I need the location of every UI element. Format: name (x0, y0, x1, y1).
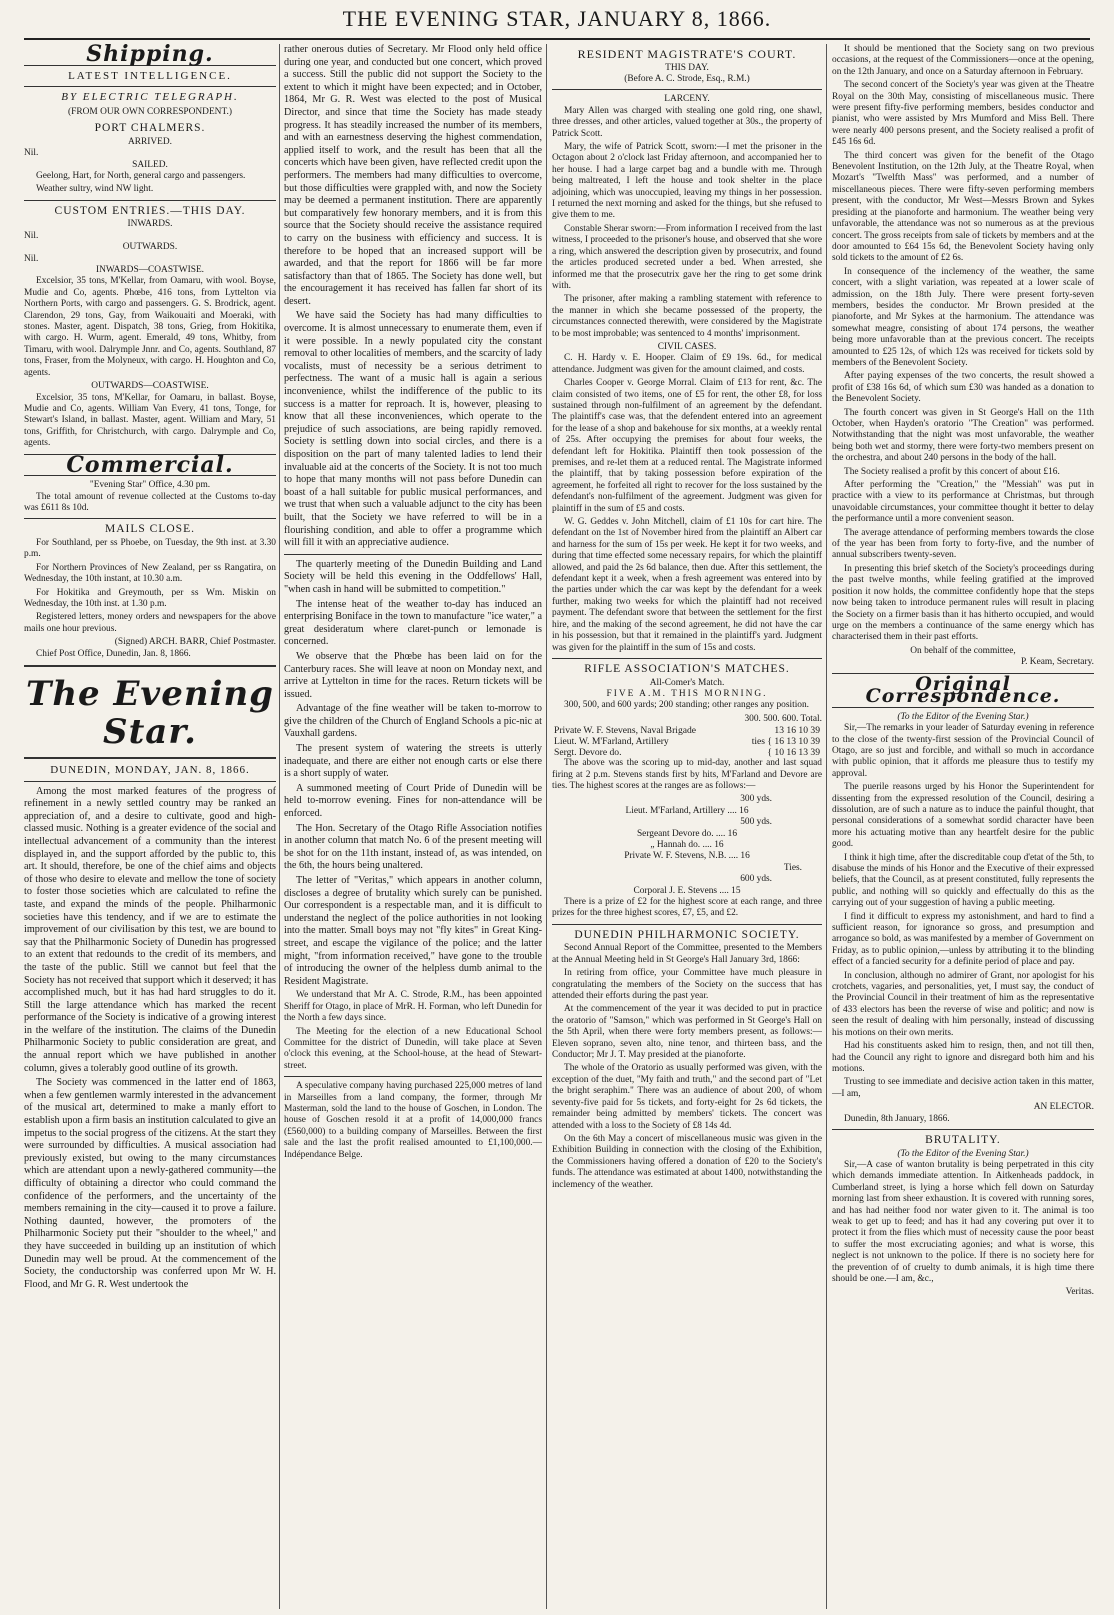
high-score: Lieut. M'Farland, Artillery .... 16 (625, 805, 749, 816)
letter-paragraph: Sir,—The remarks in your leader of Saturday evening in reference to the close of the twenty-first session of the Provincial Council of Otago, are so just and forcible, and withall so much in accordance with public opinion, that it affords me pleasure thus to testify my approval. (832, 723, 1094, 779)
score-row: Lieut. W. M'Farland, Artillery ties { 16 13 10 39 (554, 736, 820, 748)
report-paragraph: The second concert of the Society's year was given at the Theatre Royal on the 30th May, consisting of miscellaneous music. There were present fifty-five performing members, besides conductor and pianist, who were assisted by Mrs Mumford and Miss Bell. There were nearly 400 persons present, and the Society realised a profit of £45 16s 6d. (832, 80, 1094, 148)
port-chalmers: PORT CHALMERS. (94, 122, 206, 135)
ties-label: Ties. (783, 862, 802, 873)
outwards-coastwise-label: OUTWARDS—COASTWISE. (91, 381, 209, 392)
arrived-label: ARRIVED. (127, 136, 172, 147)
mail-item: Registered letters, money orders and newspapers for the above mails one hour previous. (24, 612, 276, 634)
column-4 (832, 44, 1094, 1609)
arrived-nil: Nil. (24, 148, 39, 159)
report-paragraph: On the 6th May a concert of miscellaneous music was given in the Exhibition Building in connection with the closing of the Exhibition, the Commissioners having offered a donation of £20 to the Society's funds. The attendance was estimated at about 1400, notwithstanding the inclemency of the weather. (552, 1133, 822, 1190)
dateline: DUNEDIN, MONDAY, JAN. 8, 1866. (50, 764, 250, 776)
philharmonic-heading: DUNEDIN PHILHARMONIC SOCIETY. (574, 928, 800, 941)
report-paragraph: At the commencement of the year it was decided to put in practice the oratorio of "Samson," which was performed in St George's Hall on the 5th April, when there were forty members present, as follows:—Eleven soprano, seven alto, nine tenor, and thirteen bass, and the Conductor; Mr J. T. May presided at the pianoforte. (552, 1004, 822, 1061)
report-paragraph: After performing the "Creation," the "Messiah" was put in practice with a view to its performance at Christmas, but through unavoidable circumstances, your committee thought it better to delay the performance until a more convenient season. (832, 480, 1094, 525)
news-item: We observe that the Phœbe has been laid on for the Canterbury races. She will leave at noon on Monday next, and arrive at Lyttelton in time for the races. Return tickets will be issued. (284, 650, 542, 700)
court-paragraph: Mary, the wife of Patrick Scott, sworn:—I met the prisoner in the Octagon about 2 o'clock last Friday afternoon, and accompanied her to her house. I had a large carpet bag and a bundle with me. Through being maltreated, I left the house and took shelter in the place adjoining, which was unoccupied, leaving my things in her possession. I returned the next morning and asked for the things, but she refused to give them to me. (552, 142, 822, 221)
report-paragraph: The average attendance of performing members towards the close of the year has been from forty to forty-five, and the number of annual subscribers twenty-seven. (832, 527, 1094, 561)
letter-paragraph: I think it high time, after the discreditable coup d'etat of the 5th, to disabuse the minds of his Honor and the Executive of their expressed beliefs, that the Council, as at present constituted, fully represents the public, and nothing will so quickly and effectually do this as the carrying out of your suggestion of having a public meeting. (832, 852, 1094, 909)
outwards-nil: Nil. (24, 253, 39, 264)
inwards-label: INWARDS. (127, 219, 173, 230)
by-telegraph: BY ELECTRIC TELEGRAPH. (61, 91, 239, 104)
five-am-label: FIVE A.M. THIS MORNING. (606, 688, 768, 699)
range-label: 600 yds. (740, 874, 772, 885)
masthead: THE EVENING STAR, JANUARY 8, 1866. (342, 6, 772, 31)
rifle-heading: RIFLE ASSOCIATION'S MATCHES. (584, 662, 790, 675)
sailed-label: SAILED. (132, 159, 168, 170)
high-score: „ Hannah do. .... 16 (650, 839, 724, 850)
column-divider (546, 44, 547, 1609)
mails-close: MAILS CLOSE. (105, 523, 195, 536)
court-paragraph: Charles Cooper v. George Morral. Claim of £13 for rent, &c. The claim consisted of two items, one of £5 for rent, the other £8, for loss sustained through non-fulfilment of an agreement by the defendant. The plaintiff's case was, that the defendent entered into an agreement for the lease of a shop and bakehouse for six months, at a weekly rental of 25s. After occupying the premises for about four weeks, the defendant left for Hokitika. Plaintiff then took possession of the premises, and re-let them at a reduced rental. The Magistrate informed the plaintiff, that by taking possession before expiration of the agreement, he forfeited all right to recover for the loss sustained by the defendant's non-fulfilment of the agreement. Judgment was given for plaintiff in the sum of £5 and costs. (552, 378, 822, 514)
post-office-line: Chief Post Office, Dunedin, Jan. 8, 1866. (36, 648, 191, 659)
letter-paragraph: The puerile reasons urged by his Honor the Superintendent for dissenting from the expressed resolution of the Council, desiring a dissolution, are of such a nature as to induce the painful thought, that personal considerations of a somewhat sordid character have been more his actuating motive than any heartfelt desire for the public good. (832, 782, 1094, 850)
mail-item: For Northern Provinces of New Zealand, per ss Rangatira, on Wednesday, the 10th instant, at 10.30 a.m. (24, 562, 276, 585)
column-3 (552, 44, 822, 1609)
letter-signature: Veritas. (1065, 1287, 1094, 1298)
column-divider (279, 44, 280, 1609)
commercial-heading: Commercial. (66, 451, 234, 478)
leader-paragraph: The Society was commenced in the latter end of 1863, when a few gentlemen warmly interested in the advancement of the musical art, determined to make a manly effort to establish upon a firm basis an institution calculated to give an impetus to the social progress of the citizens. At the start they were surrounded by difficulties. A musical association had previously existed, but owing to the many circumstances which are attendant upon a newly-gathered community—the difficulty of obtaining a director who could command the confidence of the performers, and the uncertainty of the members remaining in the city—caused it to prove a failure. Nothing daunted, however, the promoters of the Philharmonic Society put their "shoulder to the wheel," and they have succeeded in building up an institution of which Dunedin may well be proud. At the commencement of the Society, the conductorship was conferred upon Mr W. H. Flood, and Mr G. R. West undertook the (24, 1077, 276, 1290)
news-item: The letter of "Veritas," which appears in another column, discloses a degree of brutality which surely can be punished. Our correspondent is a respectable man, and it is difficult to understand the neglect of the police authorities in not looking into the matter. Small boys may not "fly kites" in Great King-street, and escape the vigilance of the police; and the latter might, "from information received," have gone to the trouble of introducing the owner of the helpless dumb animal to the Resident Magistrate. (284, 875, 542, 987)
rifle-paragraph: There is a prize of £2 for the highest score at each range, and three prizes for the three highest scores, £7, £5, and £2. (552, 897, 822, 919)
report-paragraph: The third concert was given for the benefit of the Otago Benevolent Institution, on the 12th July, at the Theatre Royal, when Mozart's "Twelfth Mass" was performed, and a number of miscellaneous pieces. There were fifty-seven performing members present, with the conductor, Mr West—Messrs Brown and Sykes presiding at the pianoforte and harmonium. The weather being very unfavorable, the attendance was not so numerous as at the previous concert. The gross receipts from sale of tickets by members and at the door amounted to £64 15s 6d, the Benevolent Society having only sold tickets to the amount of £2 6s. (832, 150, 1094, 264)
report-paragraph: In presenting this brief sketch of the Society's proceedings during the past twelve months, while feeling gratified at the improved position it now holds, the committee confidently hope that the steps now being taken to introduce permanent rules will result in placing the Society on a firmer basis than it has hitherto occupied, and would urge on the members a continuance of the same energy which has characterised them in their past efforts. (832, 563, 1094, 643)
secretary-signature: P. Keam, Secretary. (1020, 657, 1094, 668)
report-paragraph: The Society realised a profit by this concert of about £16. (844, 466, 1060, 477)
leader-paragraph: We have said the Society has had many difficulties to overcome. It is almost unnecessary to enumerate them, even if it were possible. In a newly populated city the constant removal to other localities of members, and the scarcity of lady vocalists, must of necessity be a serious detriment to perfectness. The want of a music hall is again a serious inconvenience, whilst the indifference of the public to its success is a matter for reproach. It is, however, pleasing to know that all these inconveniences, which operate to the prejudice of such associations, are being rapidly removed. Society is settling down into social circles, and there is a disposition on the part of many talented ladies to lend their invaluable aid at the concerts of the Society. It is not too much to hope that many months will not pass before Dunedin can boast of a hall suitable for public musical performances, and we trust that when such a valuable adjunct to the city has been built, that the Society we have referred to will be in a flourishing condition, and able to offer a programme which will fill it with an appreciative audience. (284, 310, 542, 549)
to-editor: (To the Editor of the Evening Star.) (897, 1148, 1029, 1159)
range-label: 300 yds. (740, 794, 772, 805)
news-item: The present system of watering the streets is utterly inadequate, and there are either not enough carts or else there is a short supply of water. (284, 743, 542, 780)
inwards-nil: Nil. (24, 230, 39, 241)
court-paragraph: Mary Allen was charged with stealing one gold ring, one shawl, three dresses, and other articles, valued together at 30s., the property of Patrick Scott. (552, 105, 822, 139)
news-item: The Hon. Secretary of the Otago Rifle Association notifies in another column that match No. 6 of the present meeting will be shot for on the 11th instant, instead of, as was intended, on the 6th, the hours being unaltered. (284, 822, 542, 872)
mail-item: For Hokitika and Greymouth, per ss Wm. Miskin on Wednesday, the 10th inst. at 1.30 p.m. (24, 587, 276, 609)
outwards-coastwise-text: Excelsior, 35 tons, M'Kellar, for Oamaru, in ballast. Boyse, Mudie and Co, agents. William Van Every, 41 tons, Tonge, for Stewart's Island, in ballast. Master, agent. William and Mary, 51 tons, Griffith, for Christchurch, with cargo. Dalrymple and Co, agents. (24, 392, 276, 449)
score-table (552, 725, 822, 758)
letter-paragraph: Trusting to see immediate and decisive action taken in this matter,—I am, (832, 1077, 1094, 1099)
score-row: Sergt. Devore do. { 10 16 13 39 (554, 747, 820, 759)
correspondence-heading: Original Correspondence. (865, 672, 1061, 708)
news-item: The quarterly meeting of the Dunedin Building and Land Society will be held this evening in the Oddfellows' Hall, "when cash in hand will be submitted to competition." (284, 558, 542, 595)
inwards-coastwise-text: Excelsior, 35 tons, M'Kellar, from Oamaru, with wool. Boyse, Mudie and Co, agents. Phœbe, 416 tons, from Lyttelton via Northern Ports, with cargo and passengers. G. S. Brodrick, agent. Clarendon, 29 tons, Gay, from Waikouaiti and Moeraki, with stones. Master, agent. Dispatch, 38 tons, Grieg, from Hokitika, with cargo. H. Wurm, agent. Emerald, 49 tons, Whitby, from Timaru, with wool. Dalrymple Jnnr. and Co, agents. Southland, 87 tons, Fraser, from the Molyneux, with cargo. H. Houghton and Co, agents. (24, 276, 276, 378)
signed-line: (Signed) ARCH. BARR, Chief Postmaster. (114, 637, 276, 648)
report-paragraph: In consequence of the inclemency of the weather, the same concert, with a slight variation, was repeated at a lower scale of admission, on the 18th July. There were present forty-seven members, besides the conductor. Mr Brown presided at the pianoforte, and Mr Sykes at the harmonium. The attendance was somewhat meagre, consisting of about 174 persons, the weather being more unfavorable than at the previous concert. The receipts amounted to £25 12s, of which 12s was received for tickets sold by members of the Benevolent Society. (832, 266, 1094, 368)
ranges-text: 300, 500, and 600 yards; 200 standing; other ranges any position. (564, 700, 810, 711)
rifle-paragraph: The above was the scoring up to mid-day, another and last squad firing at 2 p.m. Stevens stands first by hits, M'Farland and Devore are ties. The highest scores at the ranges are as follows:— (552, 758, 822, 791)
news-item: Advantage of the fine weather will be taken to-morrow to give the children of the Church of England Schools a pic-nic at Vauxhall gardens. (284, 703, 542, 740)
high-score: Private W. F. Stevens, N.B. .... 16 (624, 851, 750, 862)
score-row: Private W. F. Stevens, Naval Brigade 13 16 10 39 (554, 725, 820, 737)
all-comers-label: All-Comer's Match. (649, 677, 725, 688)
court-before: (Before A. C. Strode, Esq., R.M.) (624, 74, 750, 84)
letter-signature: AN ELECTOR. (1033, 1102, 1094, 1113)
shipping-heading: Shipping. (86, 44, 214, 67)
court-paragraph: W. G. Geddes v. John Mitchell, claim of £1 10s for cart hire. The defendant on the 1st of November hired from the plaintiff an Albert car and harness for the sum of 15s per week. He kept it for two weeks, and during that time effected some necessary repairs, for which the plaintiff allowed, and paid the 2s 6d balance, then due. After this settlement, the defendant kept it a week, when a fresh agreement was entered into by the parties under which the car was kept by the defendant for a week further, making two weeks for which the plaintiff had not received payment. The defendant swore that between the settlement for the first hire, and the making of the second agreement, he did not have the car in his possession, but that it remained in the plaintiff's yard. Judgment was given for the plaintiff in the sum of 15s and costs. (552, 517, 822, 653)
leader-paragraph: Among the most marked features of the progress of refinement in a newly settled country may be ranked an appreciation of, and a desire to cultivate, good and high-classed music. Nothing is a greater evidence of the social and intellectual advancement of a community than the interest displayed in, and the support afforded by the public to, this art. It should, therefore, be one of the chief aims and objects of those who desire to elevate and mellow the tone of society to foster those societies which are calculated to refine the taste, and expand the minds of the people. Philharmonic societies have this tendency, and if we are to estimate the improvement of our civilisation by this test, we are bound to say that the Philharmonic Society of Dunedin has progressed to an extent that redounds to the credit of its members, and the taste of the public. Still we cannot but feel that the Society has not received that support which it deserved; it has accomplished much, but it has had hard struggles to do it. Still the large attendance which has marked the recent performance of the Society is indicative of a growing interest in the welfare of the institution. The claims of the Dunedin Philharmonic Society to public consideration are great, and the annual report which we have published in another column, gives a tolerably good outline of its growth. (24, 785, 276, 1074)
news-item: A summoned meeting of Court Pride of Dunedin will be held to-morrow evening. Fines for non-attendance will be enforced. (284, 782, 542, 820)
high-score: Sergeant Devore do. .... 16 (636, 828, 738, 839)
brutality-heading: BRUTALITY. (925, 1133, 1001, 1146)
latest-intelligence: LATEST INTELLIGENCE. (68, 69, 232, 82)
column-2 (284, 44, 542, 1609)
sailed-text: Geelong, Hart, for North, general cargo and passengers. (36, 171, 246, 181)
outwards-label: OUTWARDS. (122, 242, 178, 253)
civil-cases-label: CIVIL CASES. (657, 341, 717, 352)
score-header: 300. 500. 600. Total. (744, 713, 822, 724)
column-1 (24, 44, 276, 1609)
report-paragraph: In retiring from office, your Committee have much pleasure in congratulating the members of the Society on the success that has attended their efforts during the past year. (552, 968, 822, 1002)
larceny-label: LARCENY. (664, 94, 710, 105)
report-paragraph: The whole of the Oratorio as usually performed was given, with the exception of the duet, "My faith and truth," and the second part of "Let the bright seraphim." There was an audience of about 200, of whom seventy-five paid for 5s tickets, and forty-eight for 2s 6d tickets, the remainder being admitted by members' tickets. The concert was attended with a loss to the Society of £8 14s 4d. (552, 1063, 822, 1131)
masthead-rule (24, 38, 1090, 40)
behalf-line: On behalf of the committee, (910, 645, 1016, 656)
court-paragraph: The prisoner, after making a rambling statement with reference to the manner in which she became possessed of the property, the circumstances connected therewith, were considered by the Magistrate to be most improbable; was sentenced to 4 months' imprisonment. (552, 294, 822, 339)
philharmonic-subtitle: Second Annual Report of the Committee, presented to the Members at the Annual Meeting held in St George's Hall January 3rd, 1866: (552, 943, 822, 965)
report-paragraph: After paying expenses of the two concerts, the result showed a profit of £38 16s 6d, of which sum £30 was handed as a donation to the Benevolent Society. (832, 371, 1094, 405)
news-item: We understand that Mr A. C. Strode, R.M., has been appointed Sheriff for Otago, in place of MrR. H. Forman, who left Dunedin for the North a few days since. (284, 990, 542, 1024)
letter-paragraph: Sir,—A case of wanton brutality is being perpetrated in this city which demands immediate attention. In Aitkenheads paddock, in Cumberland street, is lying a horse which fell down on Saturday morning last from sheer exhaustion. It is covered with running sores, and has had neither food nor water given to it. The animal is too weak to get up to feed; and has it had any covering put over it to protect it from the flies which must of necessity cause the poor beast to suffer the most excruciating agonies; and what is worse, this neglect is not unknown to the police. If there is no society here for the prevention of of cruelty to dumb animals, it is high time there should be one.—I am, &c., (832, 1159, 1094, 1284)
court-this-day: THIS DAY. (665, 62, 709, 73)
court-paragraph: Constable Sherar sworn:—From information I received from the last witness, I proceeded to the prisoner's house, and observed that she wore a ring, which answered the description given by prosecutrix, and found the articles produced secreted under a bed. When arrested, she informed me that the prosecutrix gave her the ring to get some drink with. (552, 223, 822, 291)
letter-paragraph: In conclusion, although no admirer of Grant, nor apologist for his crotchets, vagaries, and personalities, yet, I must say, the conduct of the Provincial Council in their treatment of him as the representative of 433 electors has been the reverse of wise and politic; and now is seen the result of dealing with him personally, instead of discussing his motions on their own merits. (832, 970, 1094, 1038)
high-score: Corporal J. E. Stevens .... 15 (633, 885, 741, 896)
court-heading: RESIDENT MAGISTRATE'S COURT. (577, 47, 797, 61)
office-line: "Evening Star" Office, 4.30 pm. (89, 480, 211, 491)
mail-item: For Southland, per ss Phoebe, on Tuesday, the 9th inst. at 3.30 p.m. (24, 537, 276, 560)
revenue-text: The total amount of revenue collected at the Customs to-day was £611 8s 10d. (24, 491, 276, 513)
letter-date: Dunedin, 8th January, 1866. (844, 1113, 950, 1124)
news-item: A speculative company having purchased 225,000 metres of land in Marseilles from a land company, the former, through Mr Masterman, sold the land to the house of Goschen, in London. The house of Goschen resold it at a profit of 14,000,000 francs (£560,000) to a building company of Marseilles. Between the first sale and the last the profit realised amounted to £1,100,000.—Indépendance Belge. (284, 1081, 542, 1160)
court-paragraph: C. H. Hardy v. E. Hooper. Claim of £9 19s. 6d., for medical attendance. Judgment was given for the amount claimed, and costs. (552, 353, 822, 375)
news-item: The intense heat of the weather to-day has induced an enterprising Boniface in the town to manufacture "ice water," a great desideratum where claret-punch or lemonade is concerned. (284, 598, 542, 648)
weather-text: Weather sultry, wind NW light. (36, 184, 154, 195)
newspaper-title: The Evening Star. (26, 674, 274, 752)
letter-paragraph: I find it difficult to express my astonishment, and hard to find a sufficient reason, for ignorance so gross, and presumption and arrogance so bold, as was manifested by a member of Government on Friday, as to public opinion,—unless by attributing it to the blinding effect of a fancied security for a definite period of place and pay. (832, 911, 1094, 968)
custom-entries: CUSTOM ENTRIES.—THIS DAY. (54, 204, 246, 217)
report-paragraph: The fourth concert was given in St George's Hall on the 11th October, when Hayden's oratorio "The Creation" was performed. Notwithstanding that the night was most unfavorable, the weather being both wet and stormy, there were forty-two members present on the orchestra, and about 240 persons in the body of the hall. (832, 407, 1094, 464)
letter-paragraph: Had his constituents asked him to resign, then, and not till then, had the Council any right to ignore and disregard both him and his motions. (832, 1041, 1094, 1074)
range-label: 500 yds. (740, 817, 772, 828)
column-divider (826, 44, 827, 1609)
to-editor: (To the Editor of the Evening Star.) (897, 711, 1029, 722)
report-paragraph: It should be mentioned that the Society sang on two previous occasions, at the request of the Commissioners—once at the opening, on the 12th January, and once on a Saturday afternoon in February. (832, 44, 1094, 77)
leader-paragraph: rather onerous duties of Secretary. Mr Flood only held office during one year, and conducted but one concert, which proved a success. Still the public did not support the Society to the extent to which it might have been expected; and in October, 1864, Mr G. R. West was elected to the post of Musical Director, and since that time the Society has made steady progress. It has steadily increased the number of its members, and with an earnestness deserving the highest commendation, applied itself to work, and the result has been that all the concerts which have been given, have reflected credit upon the performers. The members had many difficulties to overcome, but those difficulties were grappled with, and now the Society may be deemed a permanent institution. There are apparently but comparatively few honorary members, and it is from this source that the Society should receive the assistance required to carry on the business with efficiency and success. It is therefore to be hoped that an increased support will be awarded, and that the report for 1866 will be far more satisfactory than that of 1865. The Society has done well, but the encouragement it has received has fallen far short of its desert. (284, 44, 542, 307)
inwards-coastwise-label: INWARDS—COASTWISE. (95, 265, 205, 276)
news-item: The Meeting for the election of a new Educational School Committee for the district of Dunedin, will take place at Seven o'clock this evening, at the School-house, at the head of Stewart-street. (284, 1026, 542, 1071)
own-correspondent: (FROM OUR OWN CORRESPONDENT.) (68, 106, 232, 117)
